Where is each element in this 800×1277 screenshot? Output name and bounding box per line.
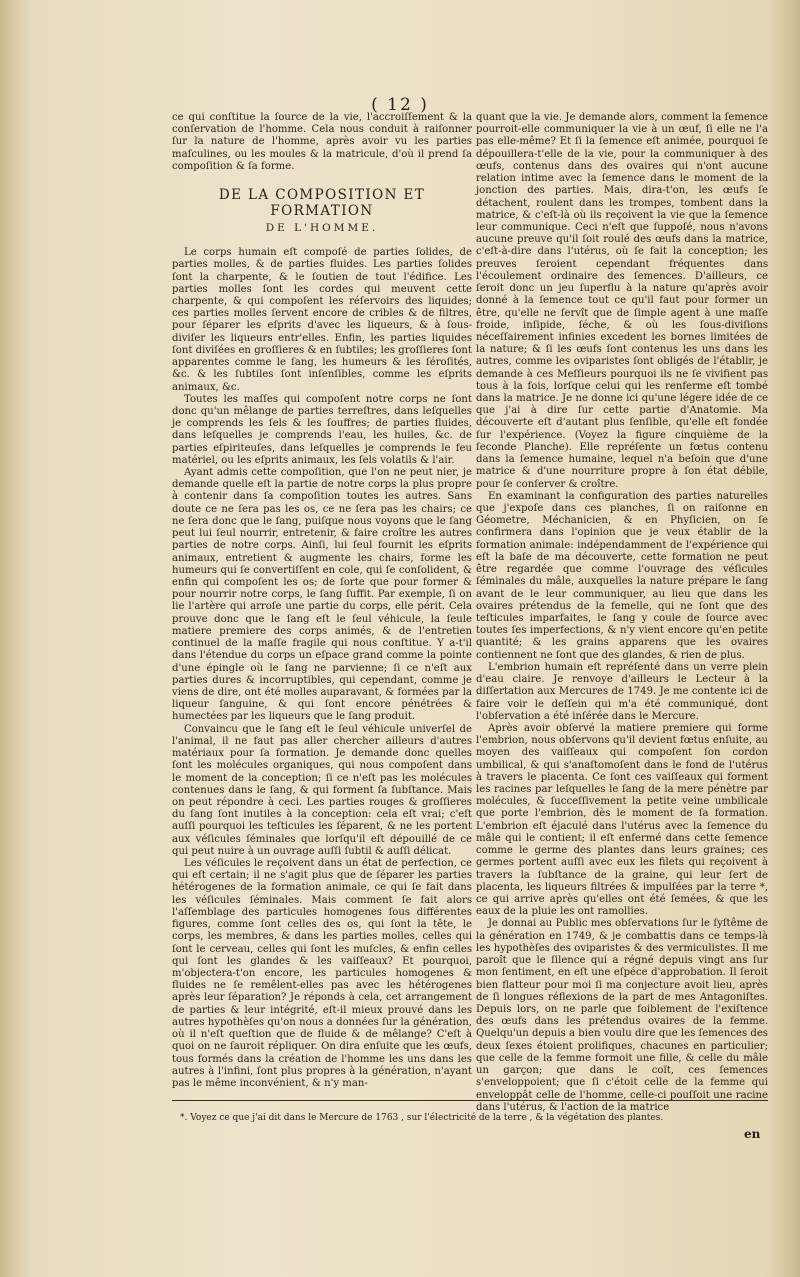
footnote-rule	[172, 1100, 768, 1101]
right-column	[476, 112, 768, 1114]
section-heading-line2: DE L'HOMME.	[265, 222, 379, 235]
paragraph: Le corps humain eſt compoſé de parties ſolides, de parties molles, & de parties fluides. Les parties ſolides ſont la charpente, & le ſoutien de tout l'édifice. Les parties molles ſont les cordes qui meuvent cette charpente, & qui compoſent les réſervoirs des liquides; ces parties molles ſervent encore de cribles & de filtres, pour ſéparer les eſprits d'avec les liqueurs, & à ſous-diviſer les liqueurs entr'elles. Enfin, les parties liquides ſont diviſées en groſſieres & en ſubtiles; les groſſieres ſont apparentes comme le ſang, les humeurs & les ſéroſités, &c. & les ſubtiles ſont inſenſibles, comme les eſprits animaux, &c.	[172, 247, 472, 393]
paragraph: Ayant admis cette compoſition, que l'on ne peut nier, je demande quelle eſt la partie de notre corps la plus propre à contenir dans ſa compoſition toutes les autres. Sans doute ce ne ſera pas les os, ce ne ſera pas les chairs; ce ne ſera donc que le ſang, puiſque nous voyons que le ſang peut lui ſeul nourrir, entretenir, & faire croître les autres parties de notre corps. Ainſi, lui ſeul fournit les eſprits animaux, entretient & augmente les chairs, forme les humeurs qui ſe convertiſſent en cole, qui ſe conſolident, & enfin qui compoſent les os; de ſorte que pour former & pour nourrir notre corps, le ſang ſuffit. Par exemple, ſi on lie l'artère qui arroſe une partie du corps, elle périt. Cela prouve donc que le ſang eſt le ſeul véhicule, la ſeule matiere premiere des corps animés, & de l'entretien continuel de la maſſe fragile qui nous conſtitue. Y a-t'il dans l'étendue du corps un eſpace grand comme la pointe d'une épingle où le ſang ne parvienne; ſi ce n'eſt aux parties dures & incorruptibles, qui cependant, comme je viens de dire, ont été molles auparavant, & formées par la liqueur ſanguine, & qui ſont encore pénétrées & humectées par les liqueurs que le ſang produit.	[172, 467, 472, 723]
paragraph: En examinant la configuration des parties naturelles que j'expoſe dans ces planches, ſi on raiſonne en Géometre, Méchanicien, & en Phyſicien, on ſe confirmera dans l'opinion que je veux établir de la formation animale: indépendamment de l'expérience qui eſt la baſe de ma découverte, cette formation ne peut être regardée que comme l'ouvrage des véſicules ſéminales du mâle, auxquelles la nature prépare le ſang avant de le leur communiquer, au lieu que dans les ovaires prétendus de la femelle, qui ne ſont que des teſticules imparfaites, le ſang y coule de ſource avec toutes ſes imperfections, & n'y vient encore qu'en petite quantité; & les grains apparens que les ovaires contiennent ne ſont que des glandes, & rien de plus.	[476, 490, 768, 661]
paragraph: quant que la vie. Je demande alors, comment la ſemence pourroit-elle communiquer la vie à un œuf, ſi elle ne l'a pas elle-même? Et ſi la ſemence eſt animée, pourquoi ſe dépouillera-t'elle de la vie, pour la communiquer à des œufs, contenus dans des ovaires qui n'ont aucune relation intime avec la ſemence dans le moment de la jonction des parties. Mais, dira-t'on, les œufs ſe détachent, roulent dans les trompes, tombent dans la matrice, & c'eſt-là où ils reçoivent la vie que la ſemence leur communique. Ceci n'eſt que ſuppoſé, nous n'avons aucune preuve qu'il ſoit roulé des œufs dans la matrice, c'eſt-à-dire dans l'utérus, où ſe fait la conception; les preuves ſeroient cependant fréquentes dans l'écoulement ordinaire des ſemences. D'ailleurs, ce ſeroit donc un jeu ſuperflu à la nature qu'après avoir donné à la ſemence tout ce qu'il faut pour former un être, qu'elle ne ſervît que de ſimple agent à une maſſe froide, inſipide, ſéche, & où les ſous-diviſions néceſſairement infinies excedent les bornes limitées de la nature; & ſi les œufs ſont contenus les uns dans les autres, comme les oviparistes ſont obligés de l'établir, je demande à ces Meſſieurs pourquoi ils ne ſe vivifient pas tous à la fois, lorſque celui qui les renferme eſt tombé dans la matrice. Je ne donne ici qu'une légere idée de ce que j'ai à dire ſur cette partie d'Anatomie. Ma découverte eſt d'autant plus ſenſible, qu'elle eſt fondée ſur l'expérience. (Voyez la figure cinquième de la ſeconde Planche). Elle repréſente un fœtus contenu dans la ſemence humaine, lequel n'a beſoin que d'une matrice & d'une nourriture propre à ſon état débile, pour ſe conſerver & croître.	[476, 112, 768, 490]
paragraph: Je donnai au Public mes obſervations ſur le ſyſtême de la génération en 1749, & je combattis dans ce temps-là les hypothèſes des oviparistes & des vermiculistes. Il me paroît que le ſilence qui a régné depuis vingt ans ſur mon ſentiment, en eſt une eſpéce d'approbation. Il ſeroit bien flatteur pour moi ſi ma conjecture avoit lieu, après de ſi longues réflexions de la part de mes Antagoniſtes. Depuis lors, on ne parle que foiblement de l'exiſtence des œufs dans les prétendus ovaires de la femme. Quelqu'un depuis a bien voulu dire que les ſemences des deux ſexes étoient prolifiques, chacunes en particulier; que celle de la femme formoit une fille, & celle du mâle un garçon; que dans le coït, ces ſemences s'enveloppoient; que ſi c'étoit celle de la femme qui enveloppât celle de l'homme, celle-ci pouſſoit une racine dans l'utérus, & l'action de la matrice	[476, 918, 768, 1113]
paragraph: L'embrion humain eſt repréſenté dans un verre plein d'eau claire. Je renvoye d'ailleurs le Lecteur à la diſſertation aux Mercures de 1749. Je me contente ici de faire voir le deſſein qui m'a été communiqué, dont l'obſervation a été inſérée dans le Mercure.	[476, 661, 768, 722]
paragraph: Après avoir obſervé la matiere premiere qui forme l'embrion, nous obſervons qu'il devient fœtus enſuite, au moyen des vaiſſeaux qui compoſent ſon cordon umbilical, & qui s'anaſtomoſent dans le fond de l'utérus à travers le placenta. Ce ſont ces vaiſſeaux qui forment les racines par leſquelles le ſang de la mere pénètre par molécules, & ſucceſſivement la petite veine umbilicale que porte l'embrion, dès le moment de ſa formation. L'embrion eſt éjaculé dans l'utérus avec la ſemence du mâle qui le contient; il eſt enfermé dans cette ſemence comme le germe des plantes dans leurs graines; ces germes portent auſſi avec eux les filets qui reçoivent à travers la ſubſtance de la graine, qui leur ſert de placenta, les liqueurs filtrées & impulſées par la terre *, ce qui arrive après qu'elles ont été ſemées, & que les eaux de la pluie les ont ramollies.	[476, 722, 768, 918]
section-heading	[172, 187, 472, 235]
paragraph: Convaincu que le ſang eſt le ſeul véhicule univerſel de l'animal, il ne faut pas aller chercher ailleurs d'autres matériaux pour ſa formation. Je demande donc quelles ſont les molécules organiques, qui nous compoſent dans le moment de la conception; ſi ce n'eſt pas les molécules contenues dans le ſang, & qui forment ſa ſubſtance. Mais on peut répondre à ceci. Les parties rouges & groſſieres du ſang ſont inutiles à la conception: cela eſt vrai; c'eſt auſſi pourquoi les teſticules les ſéparent, & ne les portent aux véſicules ſéminales que lorſqu'il eſt dépouillé de ce qui peut nuire à un ouvrage auſſi ſubtil & auſſi délicat.	[172, 723, 472, 857]
left-column	[172, 112, 472, 1090]
footnote: *. Voyez ce que j'ai dit dans le Mercure de 1763 , sur l'électricité de la terre , & la végétation des plantes.	[180, 1113, 664, 1123]
section-heading-line1: DE LA COMPOSITION ET FORMATION	[218, 187, 426, 220]
intro-paragraph: ce qui conſtitue la ſource de la vie, l'accroiſſement & la conſervation de l'homme. Cela nous conduit à raiſonner ſur la nature de l'homme, après avoir vu les parties maſculines, ou les moules & la matricule, d'où il prend ſa compoſition & ſa forme.	[172, 112, 472, 172]
catchword: en	[744, 1127, 761, 1141]
paragraph: Les véſicules le reçoivent dans un état de perfection, ce qui eſt certain; il ne s'agit plus que de ſéparer les parties hétérogenes de la formation animale, ce qui ſe fait dans les véſicules ſéminales. Mais comment ſe fait alors l'aſſemblage des particules homogenes ſous différentes figures, comme ſont celles des os, qui ſont la tête, le corps, les membres, & dans les parties molles, celles qui ſont le cerveau, celles qui ſont les muſcles, & enfin celles qui ſont les glandes & les vaiſſeaux? Et pourquoi, m'objectera-t'on encore, les particules homogenes & fluides ne ſe remêlent-elles pas avec les hétérogenes après leur ſéparation? Je réponds à cela, cet arrangement de parties & leur intégrité, eſt-il mieux prouvé dans les autres hypothèſes qu'on nous a données ſur la génération, où il n'eſt queſtion que de fluide & de mêlange? C'eſt à quoi on ne ſauroit répliquer. On dira enſuite que les œufs, tous formés dans la création de l'homme les uns dans les autres à l'infini, ſont plus propres à la génération, n'ayant pas le même inconvénient, & n'y man-	[172, 858, 472, 1089]
page-number: ( 12 )	[371, 95, 429, 115]
paragraph: Toutes les maſſes qui compoſent notre corps ne ſont donc qu'un mêlange de parties terreſtres, dans leſquelles je comprends les ſels & les ſouffres; de parties fluides, dans leſquelles je comprends l'eau, les huiles, &c. de parties eſpiriteuſes, dans leſquelles je comprends le feu matériel, ou les eſprits animaux, les ſels volatils & l'air.	[172, 393, 472, 466]
